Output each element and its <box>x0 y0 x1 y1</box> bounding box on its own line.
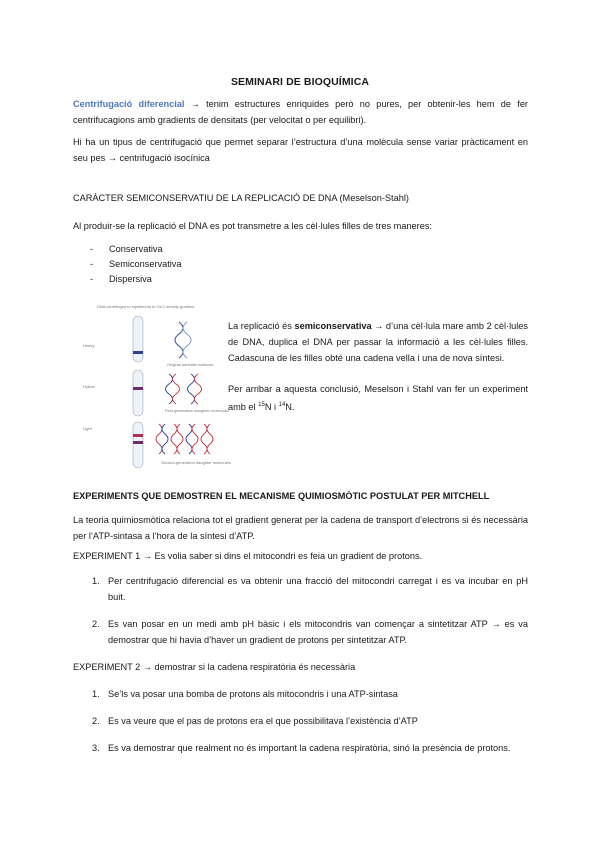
first-gen-label: First-generation daughter molecules <box>165 408 230 413</box>
list-item: 1. Per centrifugació diferencial es va obtenir una fracció del mitocondri carregat i es va incubar en pH buit. <box>92 576 528 602</box>
experiment-1-title: EXPERIMENT 1 → Es volia saber si dins el mitocondri es feia un gradient de protons. <box>73 551 423 561</box>
hybrid-band-2 <box>133 441 143 444</box>
experiment-1-list <box>92 573 528 659</box>
centrifuge-tube-1 <box>133 316 143 362</box>
experiment-2-list <box>92 686 528 767</box>
centrifuge-tube-2 <box>133 370 143 416</box>
hybrid-label: Hybrid <box>83 384 95 389</box>
list-item: 3. Es va demostrar que realment no és important la cadena respiratòria, sinó la presència de protons. <box>92 743 511 753</box>
intro-paragraph-1 <box>73 96 528 128</box>
section-heading-chemiosmotic: EXPERIMENTS QUE DEMOSTREN EL MECANISME QUIMIOSMÒTIC POSTULAT PER MITCHELL <box>73 491 490 501</box>
chemiosmotic-lead: La teoria quimiosmòtica relaciona tot el gradient generat per la cadena de transport d’electrons si és necessària per l’ATP-sintasa a l’hora de la síntesi d’ATP. <box>73 515 528 541</box>
semiconservative-explanation: La replicació és semiconservativa → d’una cèl·lula mare amb 2 cèl·lules de DNA, duplica el DNA per passar la informació a les cèl·lules filles. Cadascuna de les filles obté una cadena vella i una de nova síntesi. <box>228 321 529 363</box>
dna-helix-original <box>175 322 191 358</box>
intro-paragraph-1-text: → tenim estructures enriquides però no pures, per obtenir-les hem de fer centrifucagions amb gradients de densitats (per velocitat o per equilibri). <box>73 99 528 125</box>
meselson-stahl-figure <box>77 300 231 472</box>
list-item: - Conservativa <box>90 244 163 254</box>
figure-label-top: DNA centrifuged to equilibrium in CsCl density gradient <box>97 304 195 309</box>
list-item: - Semiconservativa <box>90 259 182 269</box>
list-item: 2. Es van posar en un medi amb pH bàsic i els mitocondris van començar a sintetitzar ATP → es va demostrar que hi havia d’haver un gradient de protons per sintetitzar ATP. <box>92 619 528 645</box>
second-gen-label: Second-generation daughter molecules <box>161 460 231 465</box>
light-label: Light <box>83 426 92 431</box>
replication-modes-list <box>90 242 182 287</box>
heavy-label: Heavy <box>83 343 95 348</box>
heavy-band <box>133 351 143 354</box>
page-title: SEMINARI DE BIOQUÍMICA <box>230 76 370 88</box>
experiment-2-title: EXPERIMENT 2 → demostrar si la cadena respiratòria és necessària <box>73 662 356 672</box>
original-label: Original parental molecule <box>167 362 214 367</box>
hybrid-band <box>133 387 143 390</box>
centrifuge-tube-3 <box>133 422 143 468</box>
list-item: - Dispersiva <box>90 274 152 284</box>
intro-paragraph-2: Hi ha un tipus de centrifugació que permet separar l’estructura d’una molècula sense variar pràcticament en seu pes → centrifugació isocínica <box>73 137 528 163</box>
light-band <box>133 434 143 437</box>
highlighted-term: Centrifugació diferencial <box>73 99 185 109</box>
replication-lead: Al produir-se la replicació el DNA es pot transmetre a les cèl·lules filles de tres maneres: <box>73 221 432 231</box>
meselson-stahl-experiment-text: Per arribar a aquesta conclusió, Meselson i Stahl van fer un experiment amb el $^{15}$N i $^{14}$N. <box>228 384 528 413</box>
dna-helix-second-gen <box>156 424 213 454</box>
dna-helix-first-gen <box>166 374 202 404</box>
list-item: 1. Se’ls va posar una bomba de protons als mitocondris i una ATP-sintasa <box>92 689 398 699</box>
section-heading-replication: CARÀCTER SEMICONSERVATIU DE LA REPLICACIÓ DE DNA (Meselson-Stahl) <box>73 193 409 203</box>
list-item: 2. Es va veure que el pas de protons era el que possibilitava l’existència d’ATP <box>92 716 418 726</box>
